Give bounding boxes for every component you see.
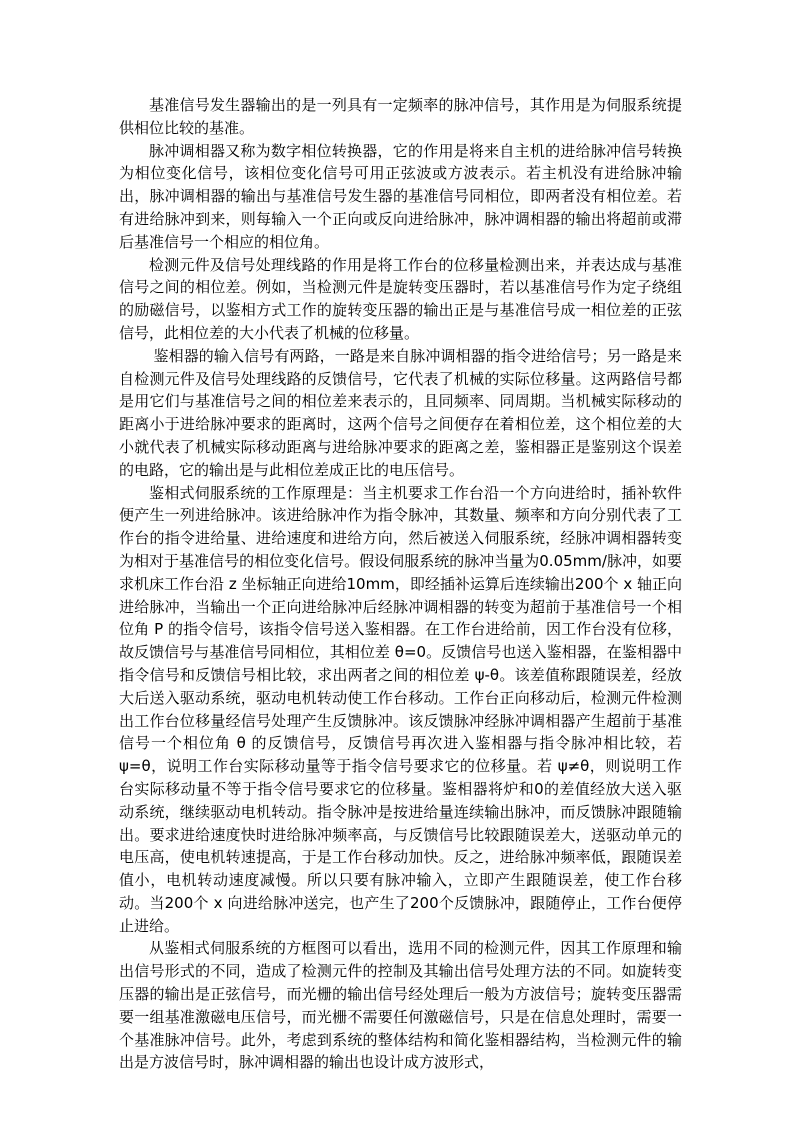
paragraph-pulse-phase-modulator: 脉冲调相器又称为数字相位转换器，它的作用是将来自主机的进给脉冲信号转换为相位变化信号，该相位变化信号可用正弦波或方波表示。若主机没有进给脉冲输出，脉冲调相器的输出与基准信号发生器的基准信号同相位，即两者没有相位差。若有进给脉冲到来，则每输入一个正向或反向进给脉冲，脉冲调相器的输出将超前或滞后基准信号一个相应的相位角。 (119, 141, 682, 251)
paragraph-block-diagram: 从鉴相式伺服系统的方框图可以看出，选用不同的检测元件，因其工作原理和输出信号形式的不同，造成了检测元件的控制及其输出信号处理方法的不同。如旋转变压器的输出是正弦信号，而光栅的输出信号经处理后一般为方波信号；旋转变压器需要一组基准激磁电压信号，而光栅不需要任何激磁信号，只是在信息处理时，需要一个基准脉冲信号。此外，考虑到系统的整体结构和简化鉴相器结构，当检测元件的输出是方波信号时，脉冲调相器的输出也设计成方波形式， (119, 939, 682, 1072)
document-body (119, 94, 682, 1074)
paragraph-phase-detector: 鉴相器的输入信号有两路，一路是来自脉冲调相器的指令进给信号；另一路是来自检测元件及信号处理线路的反馈信号，它代表了机械的实际位移量。这两路信号都是用它们与基准信号之间的相位差来表示的，且同频率、同周期。当机械实际移动的距离小于进给脉冲要求的距离时，这两个信号之间便存在着相位差，这个相位差的大小就代表了机械实际移动距离与进给脉冲要求的距离之差，鉴相器正是鉴别这个误差的电路，它的输出是与此相位差成正比的电压信号。 (119, 346, 682, 479)
paragraph-working-principle: 鉴相式伺服系统的工作原理是：当主机要求工作台沿一个方向进给时，插补软件便产生一列进给脉冲。该进给脉冲作为指令脉冲，其数量、频率和方向分别代表了工作台的指令进给量、进给速度和进给方向，然后被送入伺服系统，经脉冲调相器转变为相对于基准信号的相位变化信号。假设伺服系统的脉冲当量为0.05mm/脉冲，如要求机床工作台沿 z 坐标轴正向进给10mm，即经插补运算后连续输出200个 x 轴正向进给脉冲，当输出一个正向进给脉冲后经脉冲调相器的转变为超前于基准信号一个相位角 P 的指令信号，该指令信号送入鉴相器。在工作台进给前，因工作台没有位移，故反馈信号与基准信号同相位，其相位差 θ=0。反馈信号也送入鉴相器，在鉴相器中指令信号和反馈信号相比较，求出两者之间的相位差 ψ-θ。该差值称跟随误差，经放大后送入驱动系统，驱动电机转动使工作台移动。工作台正向移动后，检测元件检测出工作台位移量经信号处理产生反馈脉冲。该反馈脉冲经脉冲调相器产生超前于基准信号一个相位角 θ 的反馈信号，反馈信号再次进入鉴相器与指令脉冲相比较，若 ψ=θ，说明工作台实际移动量等于指令信号要求它的位移量。若 ψ≠θ，则说明工作台实际移动量不等于指令信号要求它的位移量。鉴相器将炉和0的差值经放大送入驱动系统，继续驱动电机转动。指令脉冲是按进给量连续输出脉冲，而反馈脉冲跟随输出。要求进给速度快时进给脉冲频率高，与反馈信号比较跟随误差大，送驱动单元的电压高，使电机转速提高，于是工作台移动加快。反之，进给脉冲频率低，跟随误差值小，电机转动速度减慢。所以只要有脉冲输入，立即产生跟随误差，使工作台移动。当200个 x 向进给脉冲送完，也产生了200个反馈脉冲，跟随停止，工作台便停止进给。 (119, 483, 682, 935)
paragraph-reference-signal: 基准信号发生器输出的是一列具有一定频率的脉冲信号，其作用是为伺服系统提供相位比较的基准。 (119, 96, 682, 137)
paragraph-detection-element: 检测元件及信号处理线路的作用是将工作台的位移量检测出来，并表达成与基准信号之间的相位差。例如，当检测元件是旋转变压器时，若以基准信号作为定子绕组的励磁信号，以鉴相方式工作的旋转变压器的输出正是与基准信号成一相位差的正弦信号，此相位差的大小代表了机械的位移量。 (119, 255, 682, 342)
